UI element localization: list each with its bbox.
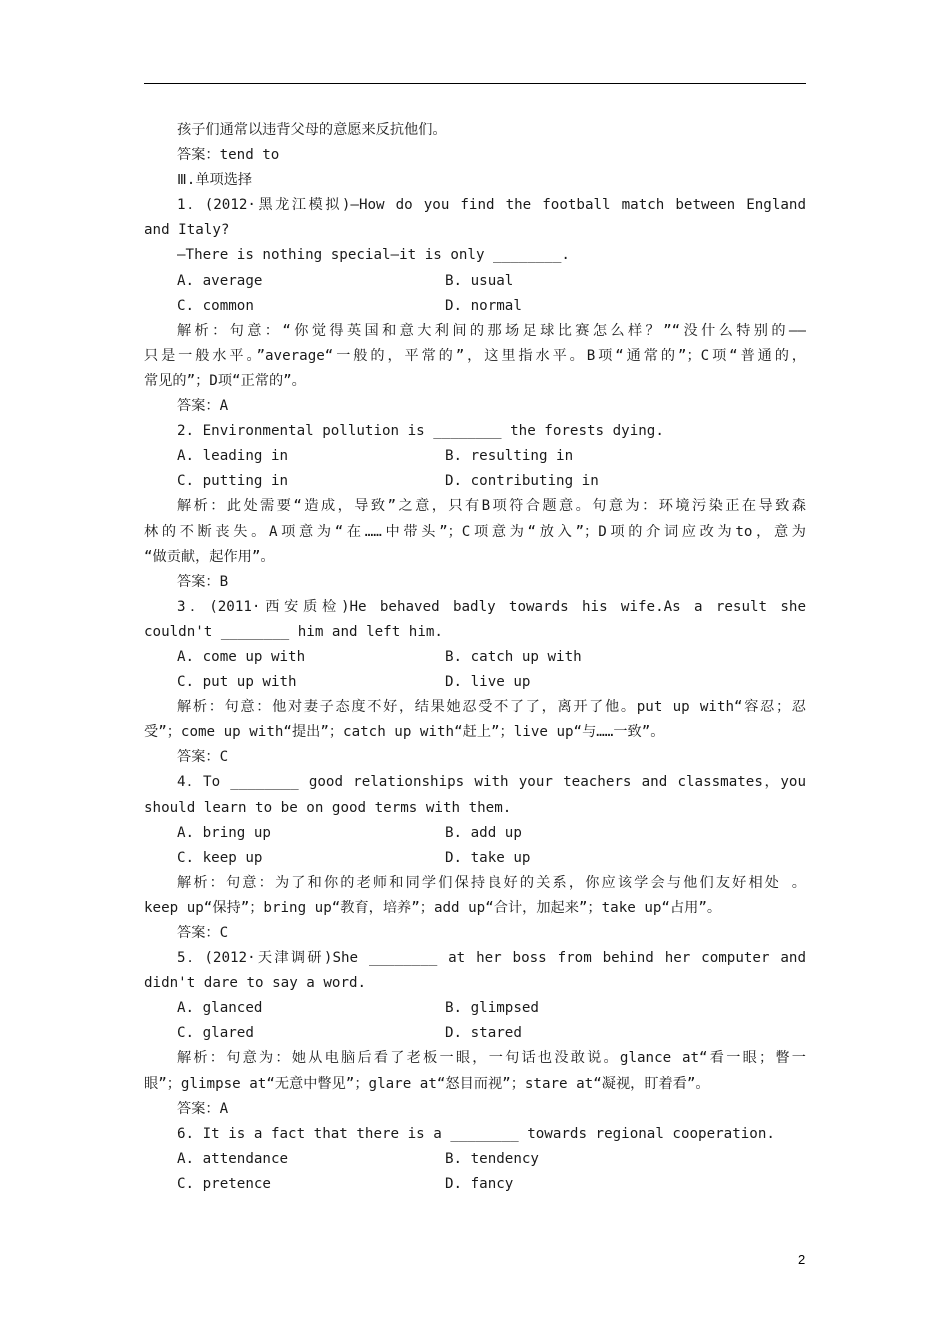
option: A. leading in bbox=[177, 448, 289, 465]
option: C. put up with bbox=[177, 674, 297, 691]
question-6: 6. It is a fact that there is a ________ towards regional cooperation. bbox=[177, 1125, 775, 1142]
explanation-line: 解析：句意：他对妻子态度不好，结果她忍受不了了，离开了他。put up with“容忍；忍 bbox=[177, 699, 806, 716]
explanation-line: 解析：此处需要“造成，导致”之意，只有B项符合题意。句意为：环境污染正在导致森 bbox=[177, 498, 806, 515]
explanation-line: 林的不断丧失。A项意为“在……中带头”；C项意为“放入”；D项的介词应改为to，意为 bbox=[144, 523, 806, 540]
explanation-line: 受”；come up with“提出”；catch up with“赶上”；live up“与……一致”。 bbox=[144, 724, 665, 741]
page-number: 2 bbox=[798, 1252, 806, 1267]
answer-line: 答案：C bbox=[177, 749, 229, 766]
option: D. contributing in bbox=[445, 473, 599, 490]
options-row bbox=[144, 846, 806, 871]
explanation-line: 解析：句意：为了和你的老师和同学们保持良好的关系，你应该学会与他们友好相处 。 bbox=[177, 874, 806, 891]
options-row bbox=[144, 1172, 806, 1197]
options-row bbox=[144, 996, 806, 1021]
question-4-cont: should learn to be on good terms with them. bbox=[144, 799, 512, 816]
option: C. common bbox=[177, 297, 254, 314]
option: B. catch up with bbox=[445, 648, 582, 665]
explanation-line: keep up“保持”；bring up“教育，培养”；add up“合计，加起来”；take up“占用”。 bbox=[144, 899, 722, 916]
option: A. glanced bbox=[177, 1000, 263, 1017]
header-rule bbox=[144, 83, 806, 84]
explanation-line: “做贡献，起作用”。 bbox=[144, 548, 275, 565]
question-1: 1．(2012·黑龙江模拟)—How do you find the football match between England bbox=[177, 197, 806, 214]
answer-line: 答案：A bbox=[177, 1100, 229, 1117]
option: B. resulting in bbox=[445, 448, 574, 465]
options-row bbox=[144, 294, 806, 319]
option: B. usual bbox=[445, 272, 514, 289]
option: C. keep up bbox=[177, 849, 263, 866]
question-4: 4．To ________ good relationships with your teachers and classmates，you bbox=[177, 774, 806, 791]
answer-line: 答案：B bbox=[177, 573, 229, 590]
option: B. glimpsed bbox=[445, 1000, 539, 1017]
answer-line: 答案：A bbox=[177, 398, 229, 415]
option: A. come up with bbox=[177, 648, 306, 665]
answer-line: 答案：tend to bbox=[177, 147, 280, 164]
question-5: 5．(2012·天津调研)She ________ at her boss from behind her computer and bbox=[177, 950, 806, 967]
question-1-cont: —There is nothing special—it is only ________. bbox=[177, 247, 570, 264]
option: C. putting in bbox=[177, 473, 289, 490]
question-3-cont: couldn't ________ him and left him. bbox=[144, 623, 443, 640]
question-3: 3．(2011·西安质检)He behaved badly towards his wife.As a result she bbox=[177, 598, 806, 615]
answer-line: 答案：C bbox=[177, 925, 229, 941]
option: C. glared bbox=[177, 1025, 254, 1042]
option: D. normal bbox=[445, 297, 522, 314]
question-5-cont: didn't dare to say a word. bbox=[144, 975, 367, 992]
option: B. tendency bbox=[445, 1150, 539, 1167]
options-row bbox=[144, 645, 806, 670]
options-row bbox=[144, 670, 806, 695]
option: C. pretence bbox=[177, 1175, 271, 1192]
option: D. take up bbox=[445, 849, 531, 866]
option: A. bring up bbox=[177, 824, 271, 841]
options-row bbox=[144, 821, 806, 846]
explanation-line: 解析：句意为：她从电脑后看了老板一眼，一句话也没敢说。glance at“看一眼；瞥一 bbox=[177, 1050, 806, 1067]
option: A. attendance bbox=[177, 1150, 289, 1167]
question-1-cont: and Italy? bbox=[144, 222, 230, 239]
option: D. live up bbox=[445, 674, 531, 691]
page-content bbox=[144, 118, 806, 1197]
explanation-line: 常见的”；D项“正常的”。 bbox=[144, 372, 306, 389]
explanation-line: 解析：句意：“你觉得英国和意大利间的那场足球比赛怎么样？”“没什么特别的—— bbox=[177, 322, 806, 339]
options-row bbox=[144, 1147, 806, 1172]
text-line: 孩子们通常以违背父母的意愿来反抗他们。 bbox=[177, 122, 447, 138]
options-row bbox=[144, 269, 806, 294]
options-row bbox=[144, 1021, 806, 1046]
option: D. fancy bbox=[445, 1175, 514, 1192]
explanation-line: 眼”；glimpse at“无意中瞥见”；glare at“怒目而视”；stare at“凝视，盯着看”。 bbox=[144, 1075, 710, 1092]
option: B. add up bbox=[445, 824, 522, 841]
options-row bbox=[144, 444, 806, 469]
options-row bbox=[144, 469, 806, 494]
explanation-line: 只是一般水平。”average“一般的，平常的”，这里指水平。B项“通常的”；C项“普通的， bbox=[144, 347, 806, 364]
question-2: 2. Environmental pollution is ________ the forests dying. bbox=[177, 423, 664, 440]
option: A. average bbox=[177, 272, 263, 289]
option: D. stared bbox=[445, 1025, 522, 1042]
section-heading: Ⅲ.单项选择 bbox=[177, 172, 253, 189]
